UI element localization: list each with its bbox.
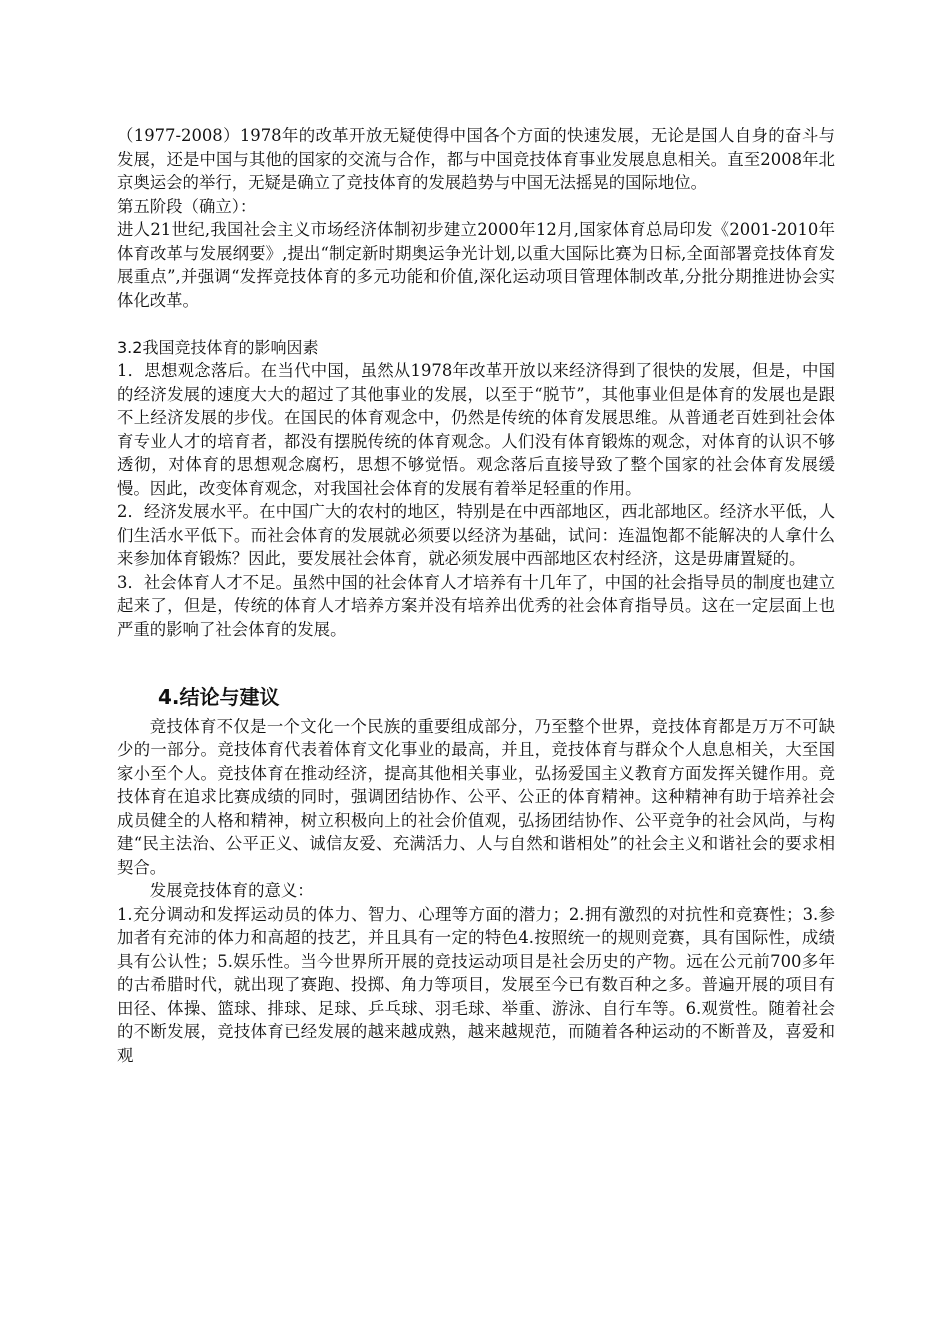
section-3-2-heading: 3.2我国竞技体育的影响因素	[117, 337, 319, 357]
document-page	[117, 124, 835, 1067]
factor-item-1: 1．思想观念落后。在当代中国，虽然从1978年改革开放以来经济得到了很快的发展，但是，中国的经济发展的速度大大的超过了其他事业的发展，以至于“脱节”，其他事业但是体育的发展也是跟不上经济发展的步伐。在国民的体育观念中，仍然是传统的体育发展思维。从普通老百姓到社会体育专业人才的培育者，都没有摆脱传统的体育观念。人们没有体育锻炼的观念，对体育的认识不够透彻，对体育的思想观念腐朽，思想不够觉悟。观念落后直接导致了整个国家的社会体育发展缓慢。因此，改变体育观念，对我国社会体育的发展有着举足轻重的作用。	[117, 361, 835, 498]
blank-line	[117, 641, 835, 665]
significance-paragraph: 1.充分调动和发挥运动员的体力、智力、心理等方面的潜力；2.拥有激烈的对抗性和竞赛性；3.参加者有充沛的体力和高超的技艺，并且具有一定的特色4.按照统一的规则竞赛，具有国际性，成绩具有公认性；5.娱乐性。当今世界所开展的竞技运动项目是社会历史的产物。远在公元前700多年的古希腊时代，就出现了赛跑、投掷、角力等项目，发展至今已有数百种之多。普遍开展的项目有田径、体操、篮球、排球、足球、乒乓球、羽毛球、举重、游泳、自行车等。6.观赏性。随着社会的不断发展，竞技体育已经发展的越来越成熟，越来越规范，而随着各种运动的不断普及，喜爱和观	[117, 904, 835, 1065]
intro-paragraph: （1977-2008）1978年的改革开放无疑使得中国各个方面的快速发展，无论是国人自身的奋斗与发展，还是中国与其他的国家的交流与合作，都与中国竞技体育事业发展息息相关。直至2008年北京奥运会的举行，无疑是确立了竞技体育的发展趋势与中国无法摇晃的国际地位。	[117, 126, 835, 192]
conclusion-paragraph: 竞技体育不仅是一个文化一个民族的重要组成部分，乃至整个世界，竞技体育都是万万不可缺少的一部分。竞技体育代表着体育文化事业的最高，并且，竞技体育与群众个人息息相关，大至国家小至个人。竞技体育在推动经济，提高其他相关事业，弘扬爱国主义教育方面发挥关键作用。竞技体育在追求比赛成绩的同时，强调团结协作、公平、公正的体育精神。这种精神有助于培养社会成员健全的人格和精神，树立积极向上的社会价值观，弘扬团结协作、公平竞争的社会风尚，与构建“民主法治、公平正义、诚信友爱、充满活力、人与自然和谐相处”的社会主义和谐社会的要求相契合。	[117, 716, 835, 877]
factor-item-3: 3．社会体育人才不足。虽然中国的社会体育人才培养有十几年了，中国的社会指导员的制度也建立起来了，但是，传统的体育人才培养方案并没有培养出优秀的社会体育指导员。这在一定层面上也严重的影响了社会体育的发展。	[117, 572, 835, 639]
factor-item-2: 2．经济发展水平。在中国广大的农村的地区，特别是在中西部地区，西北部地区。经济水平低，人们生活水平低下。而社会体育的发展就必须要以经济为基础，试问：连温饱都不能解决的人拿什么来参加体育锻炼？因此，要发展社会体育，就必须发展中西部地区农村经济，这是毋庸置疑的。	[117, 502, 835, 568]
stage-five-title: 第五阶段（确立）：	[117, 196, 257, 216]
stage-five-paragraph: 进人21世纪,我国社会主义市场经济体制初步建立2000年12月,国家体育总局印发《2001-2010年体育改革与发展纲要》,提出“制定新时期奥运争光计划,以重大国际比赛为日标,全面部署竞技体育发展重点”,并强调“发挥竞技体育的多元功能和价值,深化运动项目管理体制改革,分批分期推进协会实体化改革。	[117, 220, 835, 310]
significance-title: 发展竞技体育的意义：	[149, 881, 314, 900]
section-4-heading: 4.结论与建议	[158, 684, 280, 709]
blank-line	[117, 312, 835, 336]
